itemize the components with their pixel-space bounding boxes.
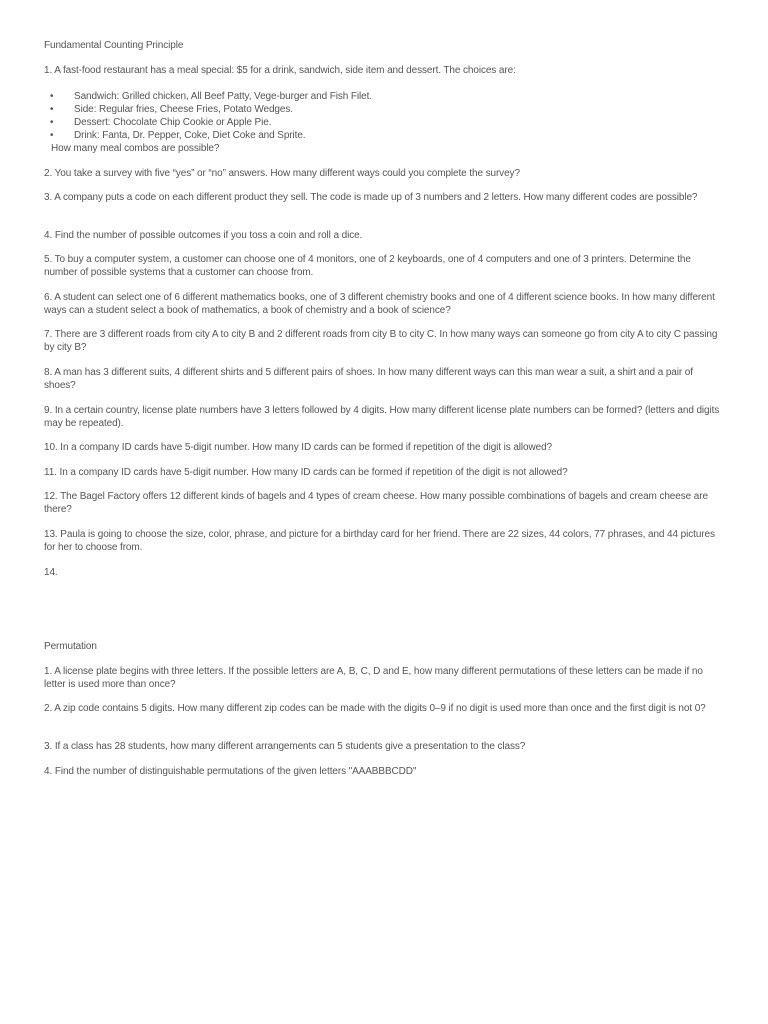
- question-12: 12. The Bagel Factory offers 12 different kinds of bagels and 4 types of cream cheese. How many possible combinations of bagels and cream cheese are there?: [44, 491, 708, 515]
- bullet: •: [50, 91, 54, 102]
- question-8: 8. A man has 3 different suits, 4 different shirts and 5 different pairs of shoes. In how many different ways can this man wear a suit, a shirt and a pair of shoes?: [44, 367, 693, 391]
- question-7: 7. There are 3 different roads from city A to city B and 2 different roads from city B to city C. In how many ways can someone go from city A to city C passing by city B?: [44, 329, 718, 353]
- question-13: 13. Paula is going to choose the size, color, phrase, and picture for a birthday card for her friend. There are 22 sizes, 44 colors, 77 phrases, and 44 pictures for her to choose from.: [44, 529, 715, 553]
- question-5: 5. To buy a computer system, a customer can choose one of 4 monitors, one of 2 keyboards, one of 4 computers and one of 3 printers. Determine the number of possible systems that a customer can choose from.: [44, 254, 691, 278]
- question-14: 14.: [44, 567, 58, 578]
- list-item-text: Dessert: Chocolate Chip Cookie or Apple Pie.: [74, 117, 272, 128]
- list-item-text: Drink: Fanta, Dr. Pepper, Coke, Diet Coke and Sprite.: [74, 130, 306, 141]
- question-9: 9. In a certain country, license plate numbers have 3 letters followed by 4 digits. How many different license plate numbers can be formed? (letters and digits may be repeated).: [44, 405, 720, 429]
- question-4: 4. Find the number of possible outcomes if you toss a coin and roll a dice.: [44, 230, 363, 241]
- list-item: [50, 129, 305, 142]
- permutation-question-1: 1. A license plate begins with three letters. If the possible letters are A, B, C, D and E, how many different permutations of these letters can be made if no letter is used more than once?: [44, 666, 703, 690]
- list-item-text: Sandwich: Grilled chicken, All Beef Patty, Vege-burger and Fish Filet.: [74, 91, 372, 102]
- bullet: •: [50, 104, 54, 115]
- bullet: •: [50, 130, 54, 141]
- question-11: 11. In a company ID cards have 5-digit number. How many ID cards can be formed if repetition of the digit is not allowed?: [44, 467, 568, 478]
- list-item: [50, 90, 372, 103]
- question-6: 6. A student can select one of 6 different mathematics books, one of 3 different chemistry books and one of 4 different science books. In how many different ways can a student select a book of mathematics, a book of chemistry and a book of science?: [44, 292, 715, 316]
- question-3: 3. A company puts a code on each different product they sell. The code is made up of 3 numbers and 2 letters. How many different codes are possible?: [44, 192, 698, 203]
- question-1-question: How many meal combos are possible?: [51, 143, 220, 154]
- list-item-text: Side: Regular fries, Cheese Fries, Potato Wedges.: [74, 104, 293, 115]
- question-1-intro: 1. A fast-food restaurant has a meal special: $5 for a drink, sandwich, side item and dessert. The choices are:: [44, 65, 516, 76]
- bullet: •: [50, 117, 54, 128]
- section-title-counting: Fundamental Counting Principle: [44, 40, 184, 51]
- list-item: [50, 103, 293, 116]
- list-item: [50, 116, 271, 129]
- section-title-permutation: Permutation: [44, 641, 97, 652]
- question-10: 10. In a company ID cards have 5-digit number. How many ID cards can be formed if repetition of the digit is allowed?: [44, 442, 553, 453]
- question-2: 2. You take a survey with five “yes” or “no” answers. How many different ways could you complete the survey?: [44, 168, 520, 179]
- permutation-question-3: 3. If a class has 28 students, how many different arrangements can 5 students give a presentation to the class?: [44, 741, 526, 752]
- permutation-question-4: 4. Find the number of distinguishable permutations of the given letters "AAABBBCDD": [44, 766, 417, 777]
- permutation-question-2: 2. A zip code contains 5 digits. How many different zip codes can be made with the digits 0–9 if no digit is used more than once and the first digit is not 0?: [44, 703, 706, 714]
